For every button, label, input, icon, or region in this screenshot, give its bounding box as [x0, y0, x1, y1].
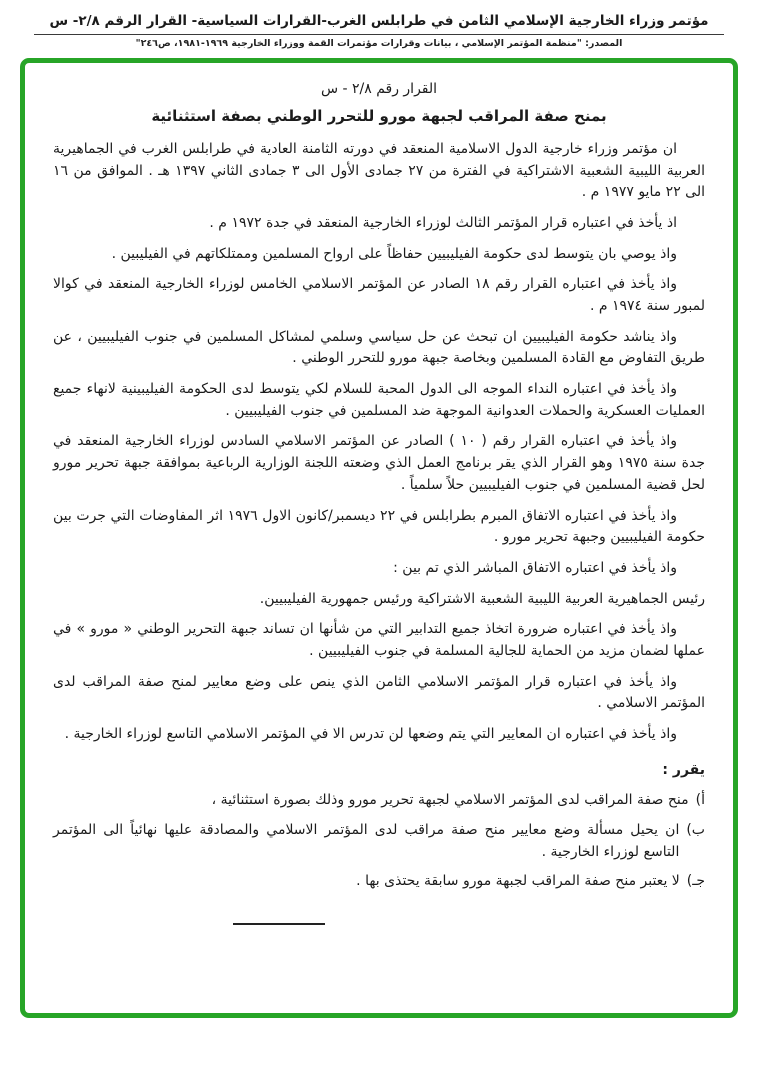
paragraph: واذ يأخذ في اعتباره ضرورة اتخاذ جميع التدابير التي من شأنها ان تساند جبهة التحرير الوطني « مورو » في عملها لضمان مزيد من الحماية للجالية المسلمة في جنوب الفيليبيين . — [53, 621, 705, 659]
paragraph: واذ يأخذ في اعتباره القرار رقم ١٨ الصادر عن المؤتمر الاسلامي الخامس لوزراء الخارجية المنعقد في كوالا لمبور سنة ١٩٧٤ م . — [53, 276, 705, 315]
paragraph: واذ يأخذ في اعتباره الاتفاق المباشر الذي تم بين : — [393, 559, 677, 576]
resolution-number: القرار رقم ٢/٨ - س — [320, 80, 438, 97]
paragraph: واذ يأخذ في اعتباره ان المعايير التي يتم وضعها لن تدرس الا في المؤتمر الاسلامي التاسع لوزراء الخارجية . — [64, 726, 677, 743]
paragraph: واذ يوصي بان يتوسط لدى حكومة الفيليبيين حفاظاً على ارواح المسلمين وممتلكاتهم في الفيليبين . — [111, 245, 677, 262]
decision-text: ان يحيل مسألة وضع معايير منح صفة مراقب لدى المؤتمر الاسلامي والمصادقة عليها نهائياً الى المؤتمر التاسع لوزراء الخارجية . — [53, 822, 680, 860]
decision-item — [53, 790, 705, 812]
paragraph: واذ يأخذ في اعتباره الاتفاق المبرم بطرابلس في ٢٢ ديسمبر/كانون الاول ١٩٧٦ اثر المفاوضات التي جرت بين حكومة الفيليبيين وجبهة تحرير مورو . — [53, 507, 705, 546]
decision-intro: يقرر : — [662, 761, 705, 778]
green-frame — [20, 58, 738, 1018]
decision-label: أ) — [695, 792, 705, 809]
paragraph: رئيس الجماهيرية العربية الليبية الشعبية الاشتراكية ورئيس جمهورية الفيليبيين. — [259, 590, 705, 607]
paragraph: واذ يناشد حكومة الفيليبيين ان تبحث عن حل سياسي وسلمي لمشاكل المسلمين في جنوب الفيليبيين ، عن طريق التفاوض مع القادة المسلمين وبخاصة جبهة مورو للتحرر الوطني . — [53, 328, 705, 367]
paragraph: واذ يأخذ في اعتباره قرار المؤتمر الاسلامي الثامن الذي ينص على وضع معايير لمنح صفة المراقب لدى المؤتمر الاسلامي . — [53, 673, 705, 712]
decision-item — [53, 871, 705, 893]
decision-text: منح صفة المراقب لدى المؤتمر الاسلامي لجبهة تحرير مورو وذلك بصورة استثنائية ، — [211, 792, 689, 809]
paragraph: ان مؤتمر وزراء خارجية الدول الاسلامية المنعقد في دورته الثامنة العادية في طرابلس الغرب في الجماهيرية العربية الليبية الشعبية الاشتراكية في الفترة من ٢٧ جمادى الأول الى ٣ جمادى الثاني ١٣٩٧ هـ . الموافق من ١٦ الى ٢٢ مايو ١٩٧٧ م . — [53, 140, 705, 201]
paragraph: اذ يأخذ في اعتباره قرار المؤتمر الثالث لوزراء الخارجية المنعقد في جدة ١٩٧٢ م . — [209, 214, 677, 231]
source-line: المصدر: "منظمة المؤتمر الإسلامي ، بيانات وقرارات مؤتمرات القمة ووزراء الخارجية ١٩٦٩-١٩٨١، ص٢٤٦" — [135, 37, 623, 49]
header-divider — [34, 34, 724, 35]
paragraph: واذ يأخذ في اعتباره القرار رقم ( ١٠ ) الصادر عن المؤتمر الاسلامي السادس لوزراء الخارجية المنعقد في جدة سنة ١٩٧٥ وهو القرار الذي يقر برنامج العمل الذي وضعته اللجنة الوزارية الرباعية بموافقة جبهة تحرير مورو لحل قضية المسلمين في جنوب الفيليبيين حلاً سلمياً . — [53, 433, 706, 493]
decision-item — [53, 820, 705, 863]
decision-label: جـ) — [686, 873, 705, 890]
decision-label: ب) — [686, 822, 705, 839]
resolution-title: بمنح صفة المراقب لجبهة مورو للتحرر الوطني بصفة استثنائية — [151, 106, 607, 125]
footnote-rule — [233, 923, 325, 925]
document-header: مؤتمر وزراء الخارجية الإسلامي الثامن في طرابلس الغرب-القرارات السياسية- القرار الرقم ٢/٨- س — [49, 13, 709, 29]
paragraph: واذ يأخذ في اعتباره النداء الموجه الى الدول المحبة للسلام لكي يتوسط لدى الحكومة الفيليبينية لانهاء جميع العمليات العسكرية والحملات العدوانية الموجهة ضد المسلمين في جنوب الفيليبيين . — [53, 381, 705, 419]
decision-text: لا يعتبر منح صفة المراقب لجبهة مورو سابقة يحتذى بها . — [356, 873, 680, 890]
